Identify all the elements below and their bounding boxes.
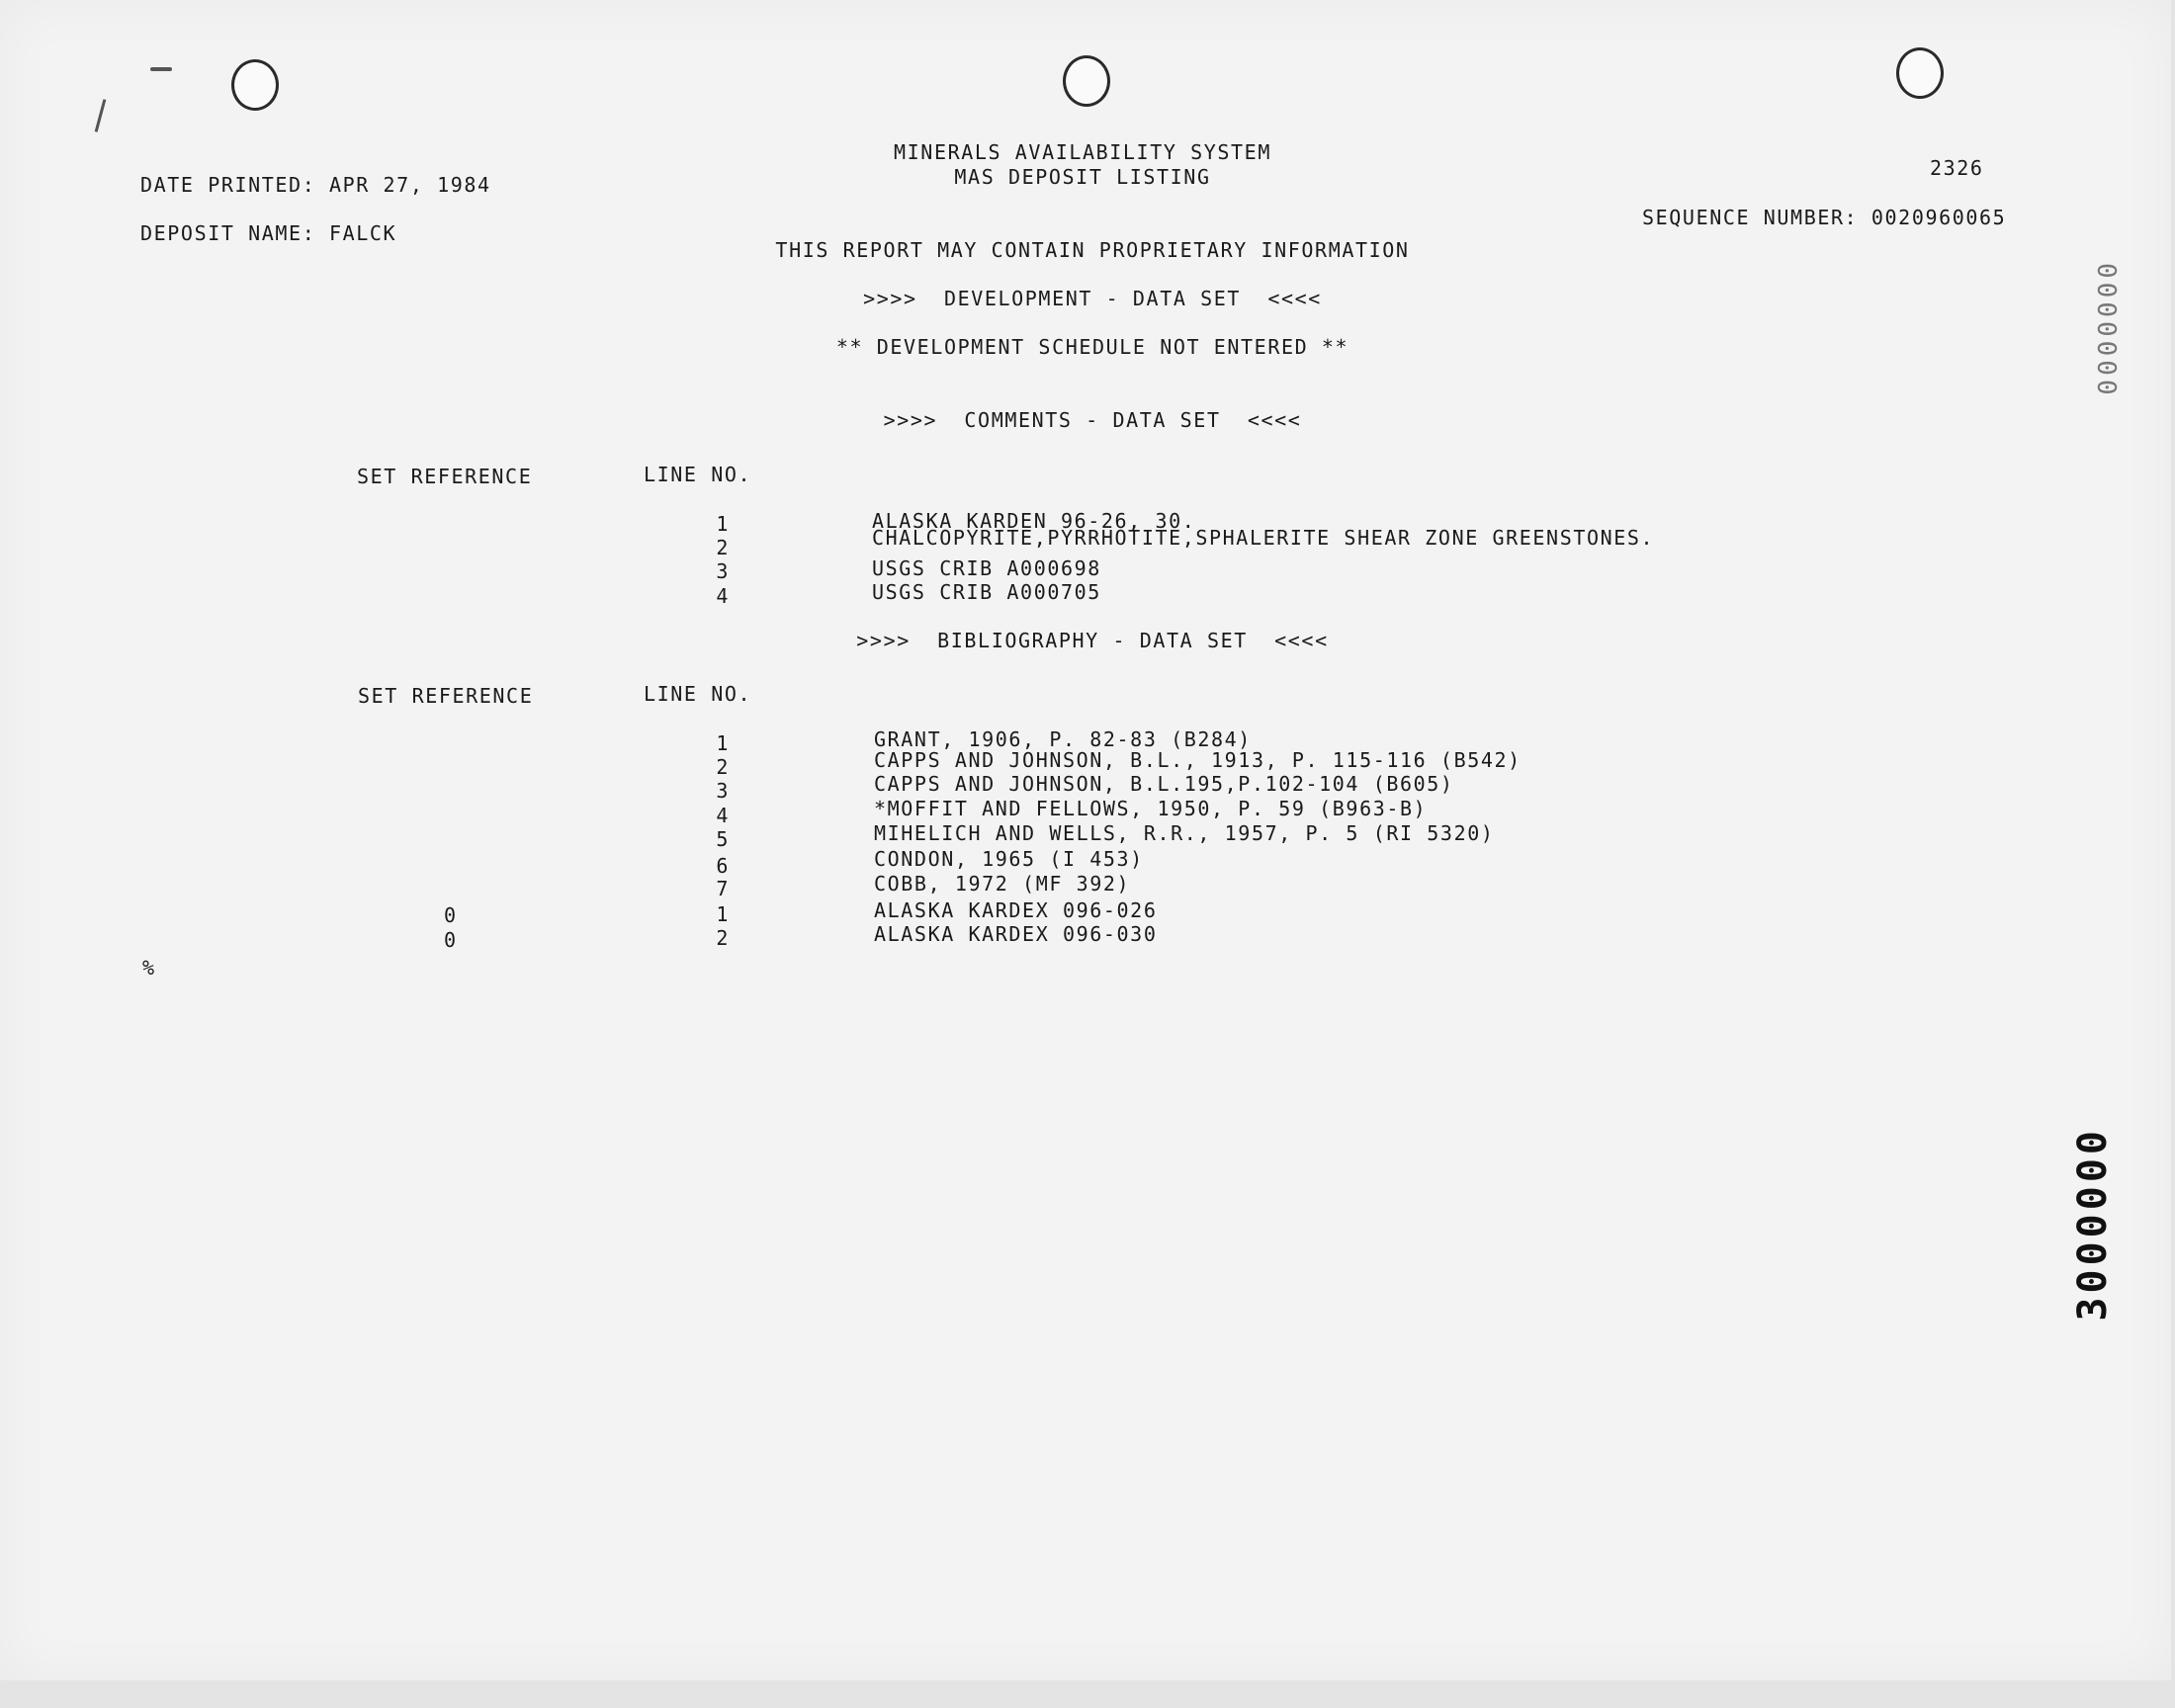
bibliography-text: *MOFFIT AND FELLOWS, 1950, P. 59 (B963-B) <box>874 797 1428 820</box>
comments-col-line-no: LINE NO. <box>644 463 752 486</box>
system-title: MINERALS AVAILABILITY SYSTEM <box>894 140 1271 164</box>
comment-text: ALASKA KARDEN 96-26, 30. <box>872 509 1196 533</box>
pen-mark <box>95 99 107 132</box>
bibliography-text: ALASKA KARDEX 096-030 <box>874 922 1158 946</box>
line-number: 5 <box>716 827 730 851</box>
bibliography-text: CONDON, 1965 (I 453) <box>874 847 1144 871</box>
bibliography-col-line-no: LINE NO. <box>644 682 752 706</box>
comment-text: USGS CRIB A000705 <box>872 580 1101 604</box>
line-number: 1 <box>716 512 730 536</box>
development-heading: >>>> DEVELOPMENT - DATA SET <<<< <box>863 287 1322 310</box>
line-number: 2 <box>716 755 730 779</box>
sequence-number: SEQUENCE NUMBER: 0020960065 <box>1642 206 2007 229</box>
line-number: 4 <box>716 584 730 608</box>
margin-stamp-upper: 0000000 <box>2094 259 2124 395</box>
bibliography-heading: >>>> BIBLIOGRAPHY - DATA SET <<<< <box>856 629 1329 652</box>
set-reference: 0 <box>444 903 458 927</box>
bibliography-text: ALASKA KARDEX 096-026 <box>874 898 1158 922</box>
set-reference: 0 <box>444 928 458 952</box>
line-number: 1 <box>716 731 730 755</box>
line-number: 2 <box>716 536 730 559</box>
bibliography-col-set-reference: SET REFERENCE <box>358 684 534 708</box>
line-number: 2 <box>716 926 730 950</box>
bibliography-text: CAPPS AND JOHNSON, B.L.195,P.102-104 (B605) <box>874 772 1454 796</box>
listing-title: MAS DEPOSIT LISTING <box>954 165 1211 189</box>
line-number: 6 <box>716 854 730 878</box>
date-printed: DATE PRINTED: APR 27, 1984 <box>140 173 491 197</box>
line-number: 4 <box>716 804 730 827</box>
punch-hole-right <box>1896 47 1944 99</box>
pen-mark <box>150 67 172 71</box>
bibliography-text: MIHELICH AND WELLS, R.R., 1957, P. 5 (RI 5320) <box>874 821 1495 845</box>
proprietary-notice: THIS REPORT MAY CONTAIN PROPRIETARY INFORMATION <box>775 238 1410 262</box>
comment-text: USGS CRIB A000698 <box>872 556 1101 580</box>
punch-hole-center <box>1063 55 1110 107</box>
deposit-name: DEPOSIT NAME: FALCK <box>140 221 397 245</box>
comments-heading: >>>> COMMENTS - DATA SET <<<< <box>883 408 1302 432</box>
bibliography-text: CAPPS AND JOHNSON, B.L., 1913, P. 115-116 (B542) <box>874 748 1522 772</box>
bibliography-text: GRANT, 1906, P. 82-83 (B284) <box>874 727 1252 751</box>
line-number: 7 <box>716 877 730 900</box>
margin-stamp-lower: 3000000 <box>2070 1127 2116 1322</box>
end-marker: % <box>142 956 156 980</box>
comment-text: CHALCOPYRITE,PYRRHOTITE,SPHALERITE SHEAR ZONE GREENSTONES. <box>872 526 1655 550</box>
punch-hole-left <box>231 59 279 111</box>
line-number: 3 <box>716 559 730 583</box>
bibliography-text: COBB, 1972 (MF 392) <box>874 872 1131 896</box>
development-note: ** DEVELOPMENT SCHEDULE NOT ENTERED ** <box>835 335 1349 359</box>
comments-col-set-reference: SET REFERENCE <box>357 465 533 488</box>
line-number: 1 <box>716 902 730 926</box>
line-number: 3 <box>716 779 730 803</box>
page-number: 2326 <box>1930 156 1984 180</box>
